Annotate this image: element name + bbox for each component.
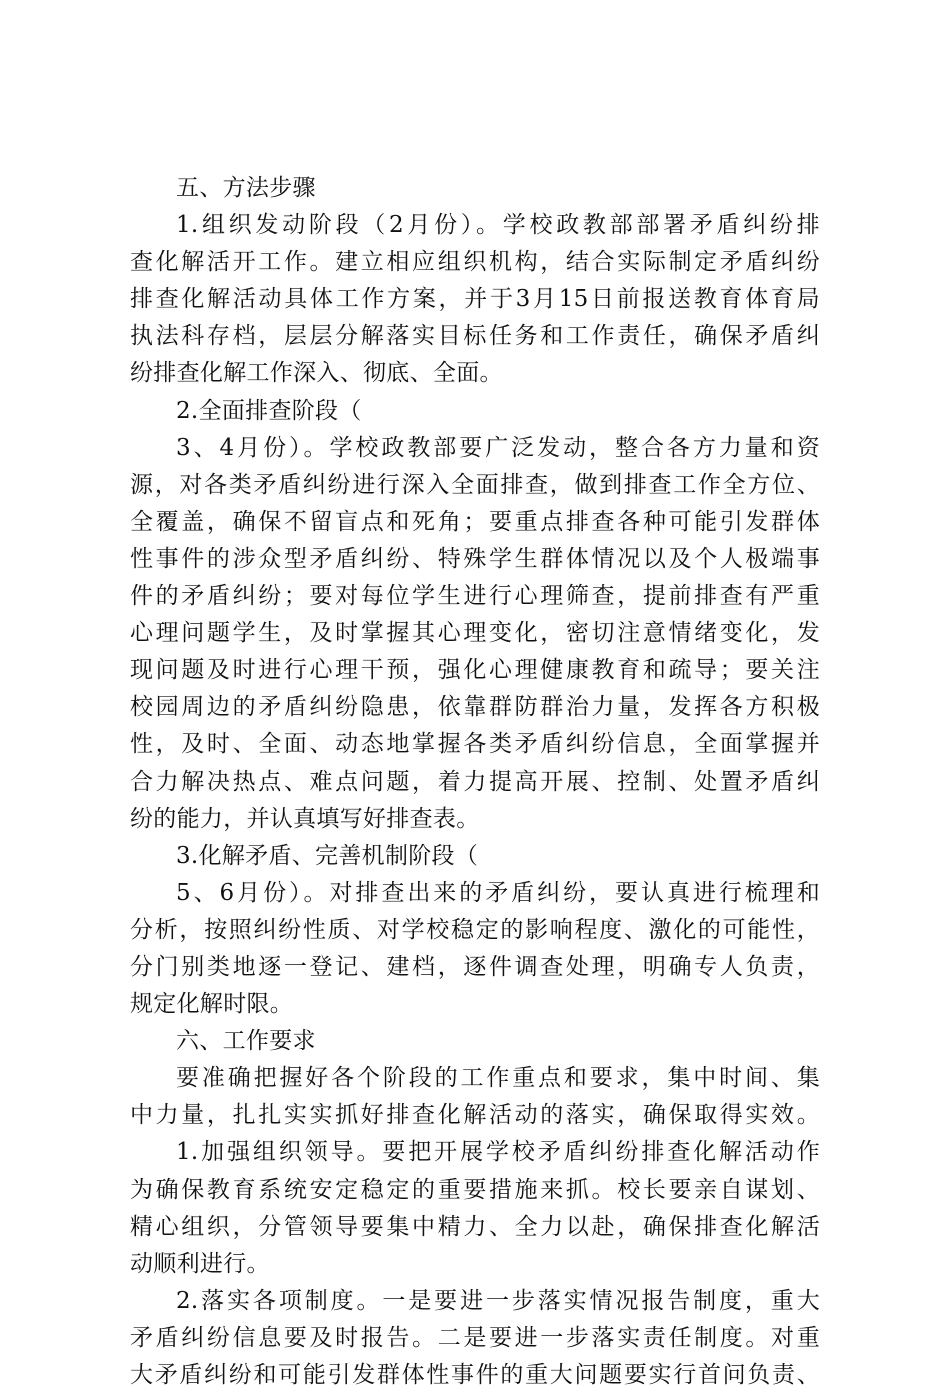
text-line: 心理问题学生，及时掌握其心理变化，密切注意情绪变化，发 <box>130 620 820 647</box>
text-line: 件的矛盾纠纷；要对每位学生进行心理筛查，提前排查有严重 <box>130 583 820 610</box>
text-line: 动顺利进行。 <box>130 1250 270 1277</box>
text-line: 全覆盖，确保不留盲点和死角；要重点排查各种可能引发群体 <box>130 508 820 535</box>
text-line: 规定化解时限。 <box>130 991 294 1018</box>
text-line: 2.全面排查阶段（ <box>176 397 362 424</box>
text-line: 分析，按照纠纷性质、对学校稳定的影响程度、激化的可能性， <box>130 916 820 943</box>
text-line: 要准确把握好各个阶段的工作重点和要求，集中时间、集 <box>176 1065 820 1092</box>
text-line: 中力量，扎扎实实抓好排查化解活动的落实，确保取得实效。 <box>130 1102 820 1129</box>
text-line: 为确保教育系统安定稳定的重要措施来抓。校长要亲自谋划、 <box>130 1176 820 1203</box>
text-line: 2.落实各项制度。一是要进一步落实情况报告制度，重大 <box>176 1287 820 1314</box>
text-line: 矛盾纠纷信息要及时报告。二是要进一步落实责任制度。对重 <box>130 1324 820 1351</box>
text-line: 纷排查化解工作深入、彻底、全面。 <box>130 360 503 387</box>
text-line: 执法科存档，层层分解落实目标任务和工作责任，确保矛盾纠 <box>130 323 820 350</box>
text-line: 现问题及时进行心理干预，强化心理健康教育和疏导；要关注 <box>130 657 820 684</box>
text-line: 校园周边的矛盾纠纷隐患，依靠群防群治力量，发挥各方积极 <box>130 694 820 721</box>
document-body <box>130 170 820 1394</box>
text-line: 查化解活开工作。建立相应组织机构，结合实际制定矛盾纠纷 <box>130 249 820 276</box>
text-line: 分门别类地逐一登记、建档，逐件调查处理，明确专人负责， <box>130 953 820 980</box>
text-line: 源，对各类矛盾纠纷进行深入全面排查，做到排查工作全方位、 <box>130 471 820 498</box>
text-line: 性，及时、全面、动态地掌握各类矛盾纠纷信息，全面掌握并 <box>130 731 820 758</box>
text-line: 五、方法步骤 <box>176 175 316 201</box>
text-line: 纷的能力，并认真填写好排查表。 <box>130 805 480 832</box>
text-line: 性事件的涉众型矛盾纠纷、特殊学生群体情况以及个人极端事 <box>130 545 820 572</box>
text-line: 1.加强组织领导。要把开展学校矛盾纠纷排查化解活动作 <box>176 1139 820 1166</box>
text-line: 合力解决热点、难点问题，着力提高开展、控制、处置矛盾纠 <box>130 768 820 795</box>
text-line: 大矛盾纠纷和可能引发群体性事件的重大问题要实行首问负责、 <box>130 1362 820 1388</box>
text-line: 精心组织，分管领导要集中精力、全力以赴，确保排查化解活 <box>130 1213 820 1240</box>
text-line: 排查化解活动具体工作方案，并于3月15日前报送教育体育局 <box>130 286 820 313</box>
text-line: 1.组织发动阶段（2月份）。学校政教部部署矛盾纠纷排 <box>176 212 820 239</box>
text-line: 3.化解矛盾、完善机制阶段（ <box>176 842 479 869</box>
text-line: 六、工作要求 <box>176 1028 316 1055</box>
text-line: 3、4月份）。学校政教部要广泛发动，整合各方力量和资 <box>176 434 820 461</box>
text-line: 5、6月份）。对排查出来的矛盾纠纷，要认真进行梳理和 <box>176 879 820 906</box>
